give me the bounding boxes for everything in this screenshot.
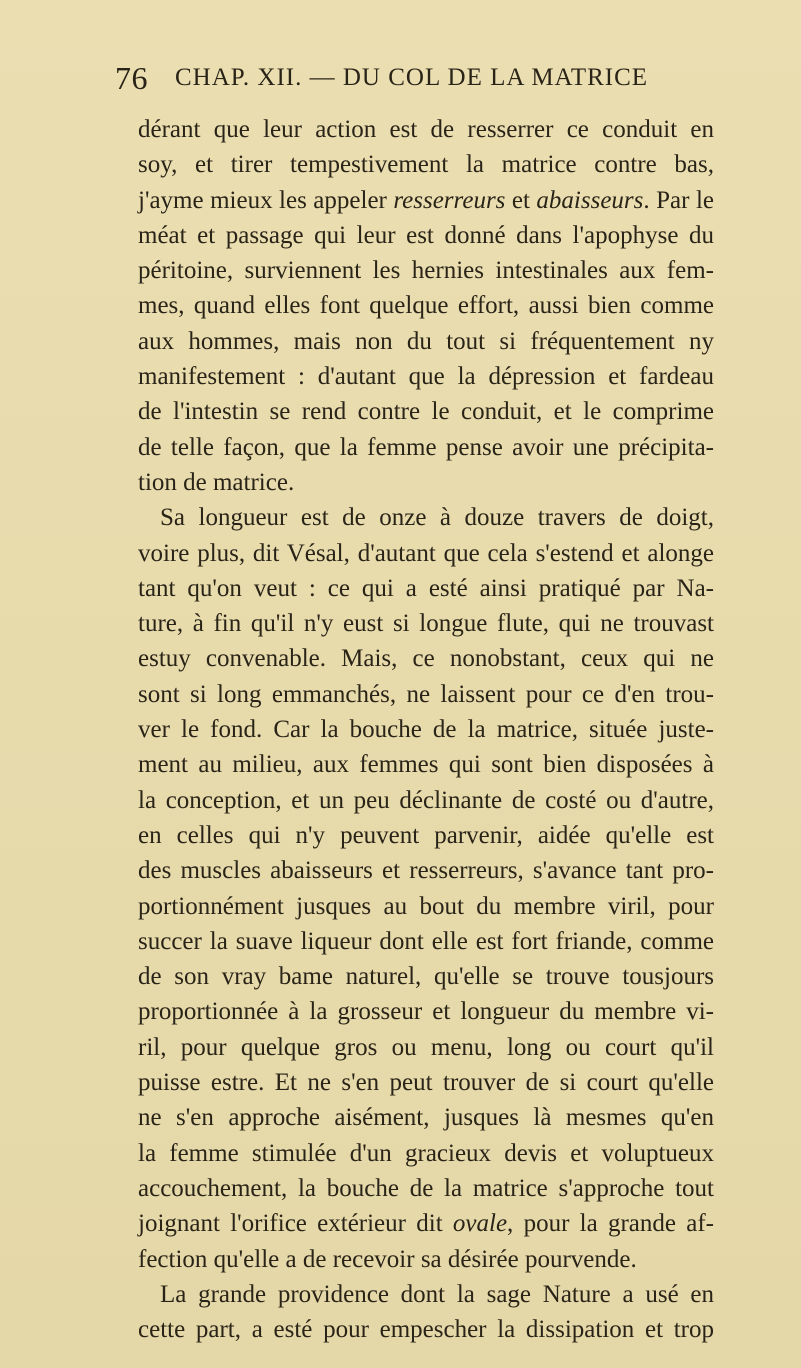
text-line: soy, et tirer tempestivement la matrice contre bas, xyxy=(138,151,714,179)
text-line: ment au milieu, aux femmes qui sont bien disposées à xyxy=(138,751,714,779)
text-line: accouchement, la bouche de la matrice s'approche tout xyxy=(138,1174,714,1202)
text-line: ture, à fin qu'il n'y eust si longue flute, qui ne trouvast xyxy=(138,610,714,638)
text-line: cette part, a esté pour empescher la dissipation et trop xyxy=(138,1316,714,1344)
text-line: en celles qui n'y peuvent parvenir, aidée qu'elle est xyxy=(138,821,714,849)
italic-term: resserreurs xyxy=(393,186,506,214)
paragraph-start-line: Sa longueur est de onze à douze travers de doigt, xyxy=(160,504,714,532)
text-line: de l'intestin se rend contre le conduit, et le comprime xyxy=(138,398,714,426)
paragraph-start-line: La grande providence dont la sage Nature a usé en xyxy=(160,1280,714,1308)
body-text xyxy=(138,112,714,1347)
text-line: manifestement : d'autant que la dépression et fardeau xyxy=(138,363,714,391)
text-line: méat et passage qui leur est donné dans l'apophyse du xyxy=(138,221,714,249)
text-line: portionnément jusques au bout du membre viril, pour xyxy=(138,892,714,920)
text-line: des muscles abaisseurs et resserreurs, s'avance tant pro- xyxy=(138,857,714,885)
italic-term: abaisseurs xyxy=(536,186,644,214)
text-line: j'ayme mieux les appeler resserreurs et abaisseurs. Par le xyxy=(138,186,714,214)
text-line: voire plus, dit Vésal, d'autant que cela s'estend et alonge xyxy=(138,539,714,567)
text-line: sont si long emmanchés, ne laissent pour ce d'en trou- xyxy=(138,680,714,708)
text-line: tant qu'on veut : ce qui a esté ainsi pratiqué par Na- xyxy=(138,574,714,602)
text-line: ril, pour quelque gros ou menu, long ou court qu'il xyxy=(138,1033,714,1061)
page-header xyxy=(115,58,715,98)
text-line: ver le fond. Car la bouche de la matrice, située juste- xyxy=(138,716,714,744)
text-line: dérant que leur action est de resserrer ce conduit en xyxy=(138,116,714,143)
text-line: estuy convenable. Mais, ce nonobstant, ceux qui ne xyxy=(138,645,714,673)
text-line: fection qu'elle a de recevoir sa désirée pourvende. xyxy=(138,1245,637,1273)
text-line: proportionnée à la grosseur et longueur du membre vi- xyxy=(138,998,714,1026)
text-line: de son vray bame naturel, qu'elle se trouve tousjours xyxy=(138,963,714,991)
text-line: la femme stimulée d'un gracieux devis et voluptueux xyxy=(138,1139,714,1167)
text-line: succer la suave liqueur dont elle est fort friande, comme xyxy=(138,927,714,955)
text-line: tion de matrice. xyxy=(138,468,295,496)
text-line: la conception, et un peu déclinante de costé ou d'autre, xyxy=(138,786,714,814)
text-line: de telle façon, que la femme pense avoir une précipita- xyxy=(138,433,714,461)
text-line: joignant l'orifice extérieur dit ovale, pour la grande af- xyxy=(138,1210,714,1238)
text-line: ne s'en approche aisément, jusques là mesmes qu'en xyxy=(138,1104,714,1132)
italic-term: ovale xyxy=(452,1210,508,1238)
text-line: mes, quand elles font quelque effort, aussi bien comme xyxy=(138,292,714,320)
text-line: péritoine, surviennent les hernies intestinales aux fem- xyxy=(138,257,714,285)
running-head: CHAP. XII. — DU COL DE LA MATRICE xyxy=(175,64,649,91)
text-line: puisse estre. Et ne s'en peut trouver de si court qu'elle xyxy=(138,1069,714,1097)
page-number: 76 xyxy=(115,60,148,96)
text-line: aux hommes, mais non du tout si fréquentement ny xyxy=(138,327,714,355)
